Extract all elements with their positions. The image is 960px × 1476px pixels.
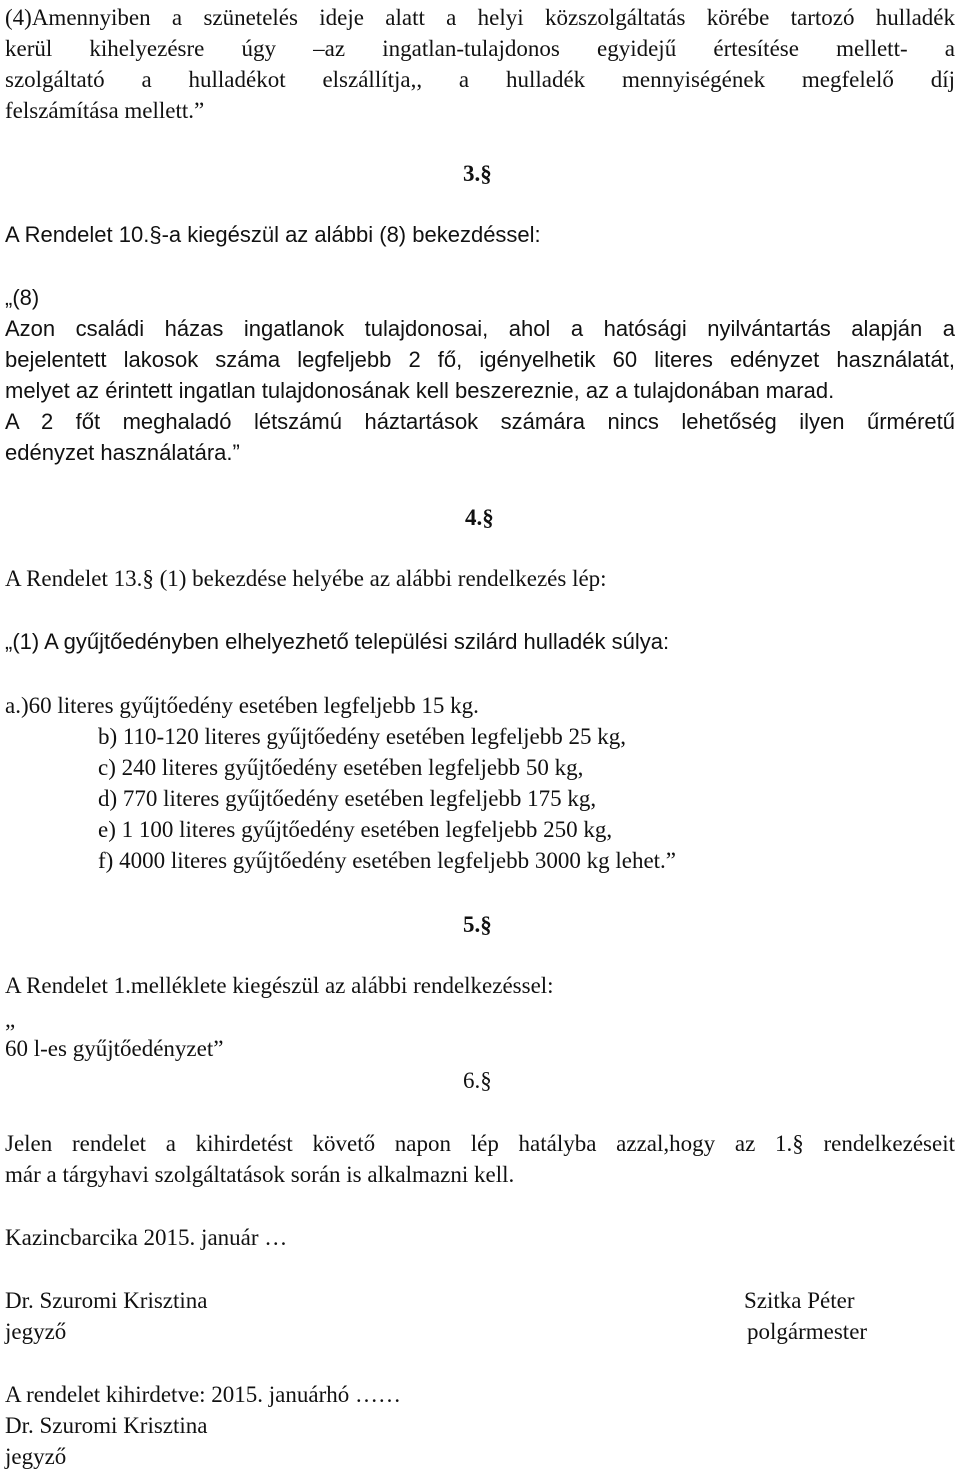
signature-right-title: polgármester: [747, 1319, 868, 1344]
para4-line-4: felszámítása mellett.”: [5, 98, 205, 123]
section4-item-a: a.)60 literes gyűjtőedény esetében legfeljebb 15 kg.: [5, 693, 479, 718]
para4-line-1: (4)Amennyiben a szünetelés ideje alatt a helyi közszolgáltatás körébe tartozó hulladék: [5, 5, 955, 30]
section3-line-5: edényzet használatára.”: [5, 440, 240, 465]
section3-intro: A Rendelet 10.§-a kiegészül az alábbi (8) bekezdéssel:: [5, 222, 541, 247]
section4-item-f: f) 4000 literes gyűjtőedény esetében legfeljebb 3000 kg lehet.”: [98, 848, 676, 873]
promulgation-title: jegyző: [5, 1444, 67, 1469]
place-date: Kazincbarcika 2015. január …: [5, 1225, 288, 1250]
section4-heading: 4.§: [465, 505, 494, 530]
section6-line-2: már a tárgyhavi szolgáltatások során is alkalmazni kell.: [5, 1162, 515, 1187]
section6-heading: 6.§: [463, 1068, 492, 1093]
section4-item-d: d) 770 literes gyűjtőedény esetében legfeljebb 175 kg,: [98, 786, 597, 811]
section3-line-3: melyet az érintett ingatlan tulajdonosának kell beszereznie, az a tulajdonában marad.: [5, 378, 835, 403]
section4-item-c: c) 240 literes gyűjtőedény esetében legfeljebb 50 kg,: [98, 755, 584, 780]
section6-line-1: Jelen rendelet a kihirdetést követő napon lép hatályba azzal,hogy az 1.§ rendelkezéseit: [5, 1131, 955, 1156]
section3-line-4: A 2 főt meghaladó létszámú háztartások számára nincs lehetőség ilyen űrméretű: [5, 409, 955, 434]
section3-heading: 3.§: [463, 161, 492, 186]
section4-item-b: b) 110-120 literes gyűjtőedény esetében legfeljebb 25 kg,: [98, 724, 626, 749]
section5-heading: 5.§: [463, 912, 492, 937]
section5-item: 60 l-es gyűjtőedényzet”: [5, 1036, 224, 1061]
section4-quote: „(1) A gyűjtőedényben elhelyezhető települési szilárd hulladék súlya:: [5, 629, 670, 654]
signature-left-name: Dr. Szuromi Krisztina: [5, 1288, 208, 1313]
promulgation-line: A rendelet kihirdetve: 2015. januárhó ……: [5, 1382, 402, 1407]
para4-line-3: szolgáltató a hulladékot elszállítja,, a hulladék mennyiségének megfelelő díj: [5, 67, 955, 92]
section3-line-1: Azon családi házas ingatlanok tulajdonosai, ahol a hatósági nyilvántartás alapján a: [5, 316, 955, 341]
section5-open-quote: „: [5, 1007, 16, 1032]
para4-line-2: kerül kihelyezésre úgy –az ingatlan-tulajdonos egyidejű értesítése mellett- a: [5, 36, 955, 61]
section3-label: „(8): [5, 285, 40, 310]
promulgation-name: Dr. Szuromi Krisztina: [5, 1413, 208, 1438]
section4-intro: A Rendelet 13.§ (1) bekezdése helyébe az alábbi rendelkezés lép:: [5, 566, 607, 591]
signature-right-name: Szitka Péter: [744, 1288, 855, 1313]
section4-item-e: e) 1 100 literes gyűjtőedény esetében legfeljebb 250 kg,: [98, 817, 613, 842]
signature-left-title: jegyző: [5, 1319, 67, 1344]
section5-intro: A Rendelet 1.melléklete kiegészül az alábbi rendelkezéssel:: [5, 973, 554, 998]
section3-line-2: bejelentett lakosok száma legfeljebb 2 fő, igényelhetik 60 literes edényzet használatát,: [5, 347, 955, 372]
